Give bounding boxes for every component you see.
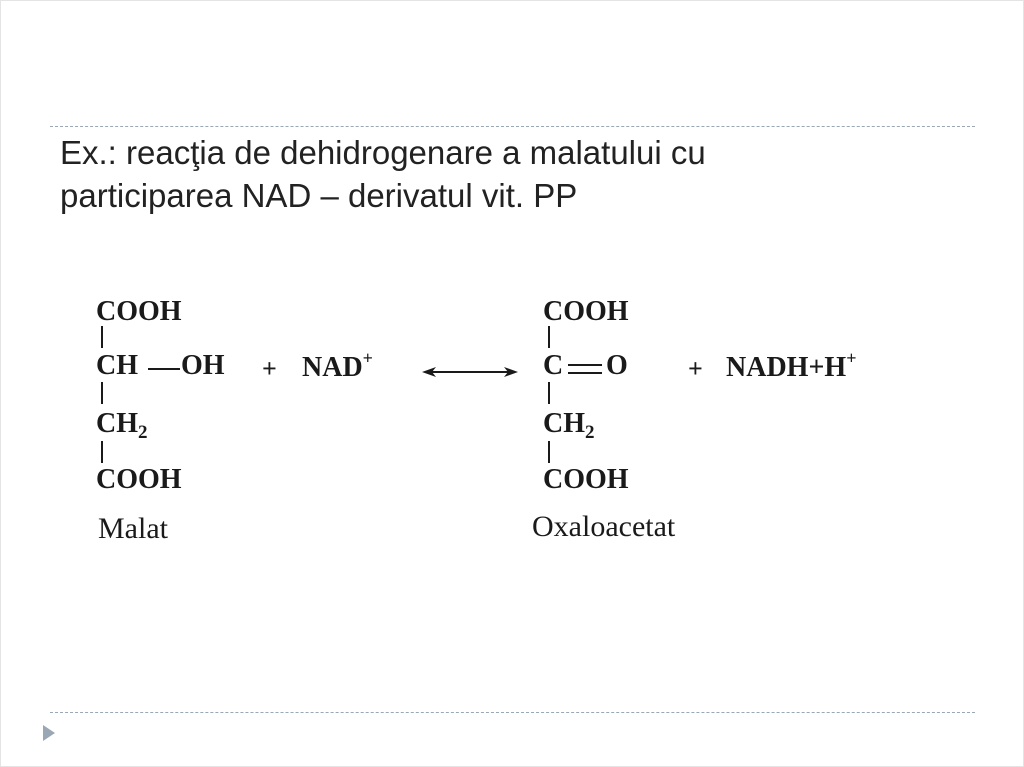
oxaloacetate-double-bond-top — [568, 364, 602, 366]
malate-bond-3 — [101, 441, 103, 463]
title-line-1: Ex.: reacţia de dehidrogenare a malatului cu — [60, 134, 706, 171]
oxaloacetate-c: C — [543, 350, 564, 381]
oxaloacetate-cooh-bottom: COOH — [543, 464, 629, 495]
title-line-2: participarea NAD – derivatul vit. PP — [60, 177, 578, 214]
nadh-h-plus: NADH+H+ — [726, 348, 857, 383]
malate-cooh-bottom: COOH — [96, 464, 182, 495]
oxaloacetate-bond-1 — [548, 326, 550, 348]
bottom-divider — [50, 712, 975, 713]
top-divider — [50, 126, 975, 127]
malate-label: Malat — [98, 512, 168, 545]
slide-title — [60, 131, 960, 217]
oxaloacetate-bond-3 — [548, 441, 550, 463]
double-arrow-icon — [420, 362, 520, 382]
malate-oh: OH — [181, 350, 225, 381]
play-triangle-icon[interactable] — [41, 723, 57, 743]
malate-oh-bond — [148, 368, 180, 370]
malate-cooh-top: COOH — [96, 296, 182, 327]
oxaloacetate-label: Oxaloacetat — [532, 510, 676, 543]
oxaloacetate-o: O — [606, 350, 628, 381]
malate-ch: CH — [96, 350, 138, 381]
malate-ch2: $CH_2$ — [96, 408, 148, 443]
plus-sign-2: + — [688, 354, 703, 383]
nad-plus: NAD+ — [302, 348, 373, 383]
oxaloacetate-cooh-top: COOH — [543, 296, 629, 327]
plus-sign-1: + — [262, 354, 277, 383]
oxaloacetate-ch2: $CH_2$ — [543, 408, 595, 443]
malate-bond-1 — [101, 326, 103, 348]
oxaloacetate-bond-2 — [548, 382, 550, 404]
oxaloacetate-double-bond-bottom — [568, 372, 602, 374]
malate-bond-2 — [101, 382, 103, 404]
